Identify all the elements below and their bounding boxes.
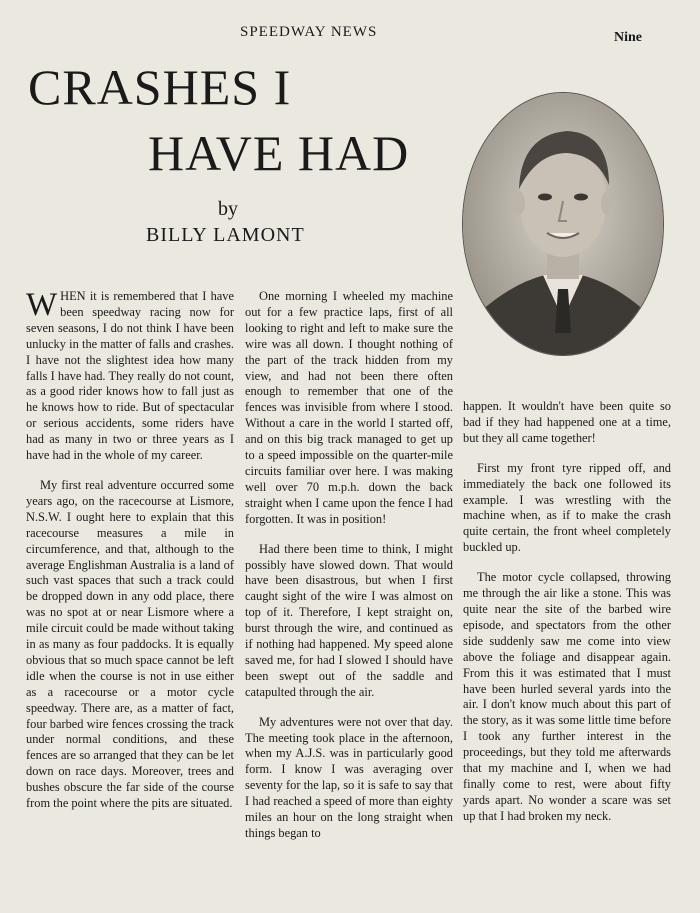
text-column-2 [245, 289, 453, 856]
paragraph: First my front tyre ripped off, and immediately the back one followed its example. I was wrestling with the machine when, as if to make the crash quite certain, the front wheel completely buckled up. [463, 460, 671, 555]
article-title-line-1: CRASHES I [28, 59, 292, 115]
text-column-1 [26, 289, 234, 826]
paragraph: The motor cycle collapsed, throwing me through the air like a stone. This was quite near the site of the barbed wire episode, and spectators from the other side suddenly saw me come into view above the foliage and disappear again. From this it was estimated that I must have been hurled several yards into the air. I don't know much about this part of the story, as it was some little time before I took any further interest in the proceedings, but they told me afterwards that my machine and I, when we had finally come to rest, were about fifty yards apart. No wonder a scare was set up that I had broken my neck. [463, 570, 671, 823]
page-number: Nine [614, 30, 642, 45]
text-column-3 [463, 399, 671, 839]
paragraph: My adventures were not over that day. The meeting took place in the afternoon, when my A.J.S. was in particularly good form. I know I was averaging over seventy for the lap, so it is safe to say that I had reached a speed of more than eighty miles an hour on the long straight when things began to [245, 714, 453, 840]
running-title: SPEEDWAY NEWS [240, 24, 378, 40]
article-title-line-2: HAVE HAD [148, 125, 410, 181]
paragraph: My first real adventure occurred some years ago, on the racecourse at Lismore, N.S.W. I ought here to explain that this racecourse measures a mile in circumference, and that, although to the average Englishman Australia is a land of such vast spaces that such a track could be dropped down in any odd place, there was no spot at or near Lismore where a mile circuit could be made without taking in as many as four paddocks. It is equally obvious that so much space cannot be left idle when the course is not in use either as a racecourse or a motor cycle speedway. There are, as a matter of fact, four barbed wire fences crossing the track under normal conditions, and these fences are so arranged that they can be let down on race days. Moreover, trees and bushes obscure the far side of the course from the point where the pits are situated. [26, 477, 234, 811]
drop-cap: W [26, 287, 58, 323]
paragraph: WHEN it is remembered that I have been speedway racing now for seven seasons, I do not think I have been unlucky in the matter of falls and crashes. I have not the slightest idea how many falls I have had. They really do not count, as a good rider knows how to fall just as he knows how to ride. But of spectacular or serious accidents, some riders have had as many in two or three years as I have had in the whole of my career. [26, 287, 234, 463]
portrait-illustration [463, 93, 663, 355]
paragraph: happen. It wouldn't have been quite so bad if they had happened one at a time, but they all came together! [463, 399, 671, 445]
byline-by: by [218, 198, 238, 220]
author-portrait-photo [462, 92, 664, 356]
author-name: BILLY LAMONT [146, 224, 305, 246]
paragraph: One morning I wheeled my machine out for a few practice laps, first of all looking to right and left to make sure the wire was all down. I thought nothing of the part of the track hidden from my view, and had not been there often enough to remember that one of the fences was invisible from where I stood. Without a care in the world I started off, and on this big track managed to get up to a speed impossible on the quarter-mile circuits familiar over here. I was making well over 70 m.p.h. down the back straight when I came upon the fence I had forgotten. It was in position! [245, 289, 453, 526]
paragraph: Had there been time to think, I might possibly have slowed down. That would have been disastrous, but when I first caught sight of the wire I was almost on top of it. Therefore, I kept straight on, burst through the wire, and continued as if nothing had happened. My speed alone saved me, for had I slowed I should have been swept out of the saddle and catapulted through the air. [245, 541, 453, 699]
